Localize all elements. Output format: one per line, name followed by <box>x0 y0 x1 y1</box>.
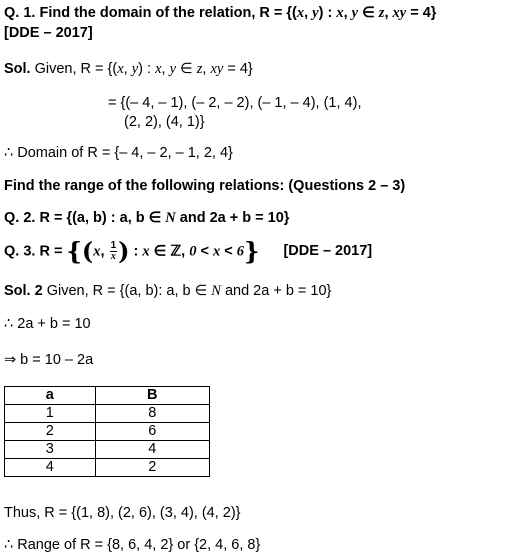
question-2-label: Q. 2. <box>4 210 36 226</box>
question-1: Q. 1. Find the domain of the relation, R = {(x, y) : x, y ∈ z, xy = 4} <box>4 5 437 21</box>
fraction-one-over-x: $\frac{1}{x}$ <box>110 240 117 262</box>
question-3: Q. 3. R = {(x, $\frac{1}{x}$ ) : x ∈ ℤ, 0 < x < 6} [DDE – 2017] <box>4 236 373 266</box>
solution-2-label: Sol. 2 <box>4 283 43 299</box>
result-relation: Thus, R = {(1, 8), (2, 6), (3, 4), (4, 2)} <box>4 505 241 521</box>
range-heading: Find the range of the following relations: (Questions 2 – 3) <box>4 178 406 194</box>
question-2: Q. 2. R = {(a, b) : a, b ∈ N and 2a + b = 10} <box>4 210 290 226</box>
table-row: 3 4 <box>5 441 210 459</box>
solution-1-label: Sol. <box>4 61 31 77</box>
solution-1-set-line-2: (2, 2), (4, 1)} <box>124 114 205 130</box>
question-1-label: Q. 1. <box>4 5 36 21</box>
table-header-row <box>5 387 210 405</box>
question-3-label: Q. 3. <box>4 243 36 260</box>
solution-2-given: Sol. 2 Given, R = {(a, b): a, b ∈ N and 2a + b = 10} <box>4 283 332 299</box>
solution-1-domain: ∴ Domain of R = {– 4, – 2, – 1, 2, 4} <box>4 145 233 161</box>
solution-2-equation-2: ⇒ b = 10 – 2a <box>4 352 94 368</box>
table-header-b: B <box>95 387 210 405</box>
values-table <box>4 386 210 477</box>
result-range: ∴ Range of R = {8, 6, 4, 2} or {2, 4, 6, 8} <box>4 537 261 553</box>
table-row: 4 2 <box>5 459 210 477</box>
question-1-reference: [DDE – 2017] <box>4 25 93 41</box>
table-row: 2 6 <box>5 423 210 441</box>
table-header-a: a <box>5 387 96 405</box>
table-row: 1 8 <box>5 405 210 423</box>
solution-1-set-line-1: = {(– 4, – 1), (– 2, – 2), (– 1, – 4), (1, 4), <box>108 95 362 111</box>
question-3-reference: [DDE – 2017] <box>283 243 373 260</box>
solution-1-given: Sol. Given, R = {(x, y) : x, y ∈ z, xy = 4} <box>4 61 253 77</box>
solution-2-equation-1: ∴ 2a + b = 10 <box>4 316 91 332</box>
